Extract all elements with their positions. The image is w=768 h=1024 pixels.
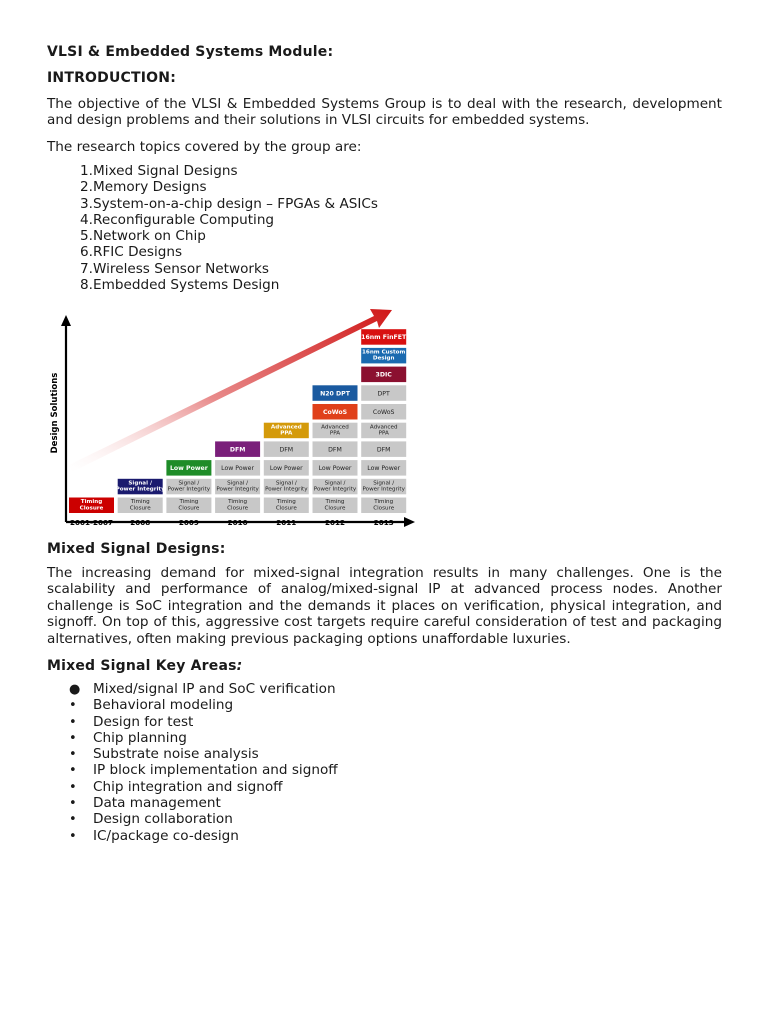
- list-item: [47, 762, 338, 778]
- bullet: •: [69, 714, 77, 730]
- list-item: [47, 277, 378, 293]
- list-number: 5.: [80, 228, 93, 245]
- block-label: DFM: [328, 446, 342, 454]
- block-label: Timing Closure: [275, 499, 297, 512]
- bullet: •: [69, 779, 77, 795]
- list-item: [47, 196, 378, 212]
- bullet: •: [69, 812, 77, 828]
- block-label: Advanced PPA: [321, 424, 349, 437]
- list-item-text: Chip integration and signoff: [93, 778, 283, 795]
- list-item-text: Embedded Systems Design: [93, 277, 280, 294]
- list-item-text: IP block implementation and signoff: [93, 762, 338, 779]
- list-item-text: Chip planning: [93, 729, 187, 746]
- list-item: [47, 779, 338, 795]
- bullet: •: [69, 828, 77, 844]
- list-item: [47, 746, 338, 762]
- list-item: [47, 811, 338, 827]
- block-label: Signal / Power Integrity: [115, 480, 165, 493]
- bullet: •: [69, 730, 77, 746]
- y-axis-arrowhead: [61, 315, 71, 326]
- bullet: ●: [69, 682, 81, 697]
- list-number: 3.: [80, 195, 93, 212]
- block-label: Timing Closure: [373, 499, 395, 512]
- design-solutions-chart: [47, 300, 427, 532]
- intro-heading: INTRODUCTION:: [47, 70, 176, 86]
- list-number: 1.: [80, 163, 93, 179]
- list-item-text: Memory Designs: [93, 179, 207, 196]
- intro-paragraph: The objective of the VLSI & Embedded Systems Group is to deal with the research, development and design problems and their solutions in VLSI circuits for embedded systems.: [47, 96, 722, 129]
- key-areas-list: [47, 681, 338, 844]
- list-item-text: Mixed Signal Designs: [93, 163, 238, 179]
- list-item-text: RFIC Designs: [93, 244, 183, 261]
- block-label: CoWoS: [372, 408, 395, 416]
- block-label: Signal / Power Integrity: [167, 480, 211, 493]
- block-label: Signal / Power Integrity: [216, 480, 259, 493]
- bullet: •: [69, 747, 77, 763]
- list-item: [47, 714, 338, 730]
- bullet: •: [69, 763, 77, 779]
- block-label: Signal / Power Integrity: [313, 480, 357, 493]
- list-item: [47, 244, 378, 260]
- block-label: Low Power: [367, 465, 401, 473]
- block-label: DFM: [376, 446, 391, 454]
- block-label: Timing Closure: [129, 499, 151, 512]
- list-item-text: Network on Chip: [93, 228, 206, 245]
- list-item: [47, 212, 378, 228]
- block-label: N20 DPT: [320, 390, 350, 398]
- list-number: 8.: [80, 277, 93, 294]
- block-label: Advanced PPA: [369, 424, 398, 437]
- block-label: DFM: [279, 446, 294, 454]
- x-axis-arrowhead: [404, 517, 415, 527]
- x-tick-label: 2009: [178, 518, 199, 527]
- block-label: Signal / Power Integrity: [265, 480, 308, 493]
- list-item: [47, 730, 338, 746]
- block-label: 16nm FinFET: [361, 334, 407, 342]
- list-item-text: Data management: [93, 795, 221, 812]
- block-label: DPT: [377, 390, 390, 398]
- key-areas-colon: :: [236, 658, 243, 674]
- list-item-text: Mixed/signal IP and SoC verification: [93, 681, 336, 697]
- block-label: CoWoS: [322, 408, 348, 416]
- block-label: DFM: [229, 446, 246, 454]
- list-item-text: Design collaboration: [93, 811, 233, 828]
- key-areas-heading: [47, 658, 242, 674]
- list-item: [47, 828, 338, 844]
- list-item-text: Reconfigurable Computing: [93, 211, 275, 228]
- x-tick-label: 2001-2007: [70, 518, 113, 527]
- list-item: [47, 163, 378, 179]
- block-label: Timing Closure: [227, 499, 249, 512]
- list-item-text: Behavioral modeling: [93, 697, 234, 714]
- list-item-text: System-on-a-chip design – FPGAs & ASICs: [93, 195, 378, 212]
- list-item: [47, 697, 338, 713]
- list-number: 6.: [80, 244, 93, 261]
- y-axis-label: Design Solutions: [50, 372, 60, 454]
- x-tick-label: 2010: [227, 518, 248, 527]
- block-label: Low Power: [269, 465, 303, 473]
- block-label: Timing Closure: [178, 499, 200, 512]
- x-tick-label: 2011: [276, 518, 297, 527]
- x-tick-label: 2008: [130, 518, 151, 527]
- block-label: Signal / Power Integrity: [362, 480, 405, 493]
- block-label: 3DIC: [375, 371, 392, 379]
- chart-blocks: [69, 329, 407, 513]
- block-label: 16nm Custom Design: [362, 349, 406, 362]
- block-label: Advanced PPA: [270, 424, 302, 437]
- block-label: Low Power: [221, 465, 255, 473]
- list-item-text: Wireless Sensor Networks: [93, 260, 269, 277]
- mixed-signal-paragraph: The increasing demand for mixed-signal integration results in many challenges. One is the scalability and performance of analog/mixed-signal IP at advanced process nodes. Another challenge is SoC integration and the demands it places on verification, physical integration, and signoff. On top of this, aggressive cost targets require careful consideration of test and packaging alternatives, often making previous packaging options unaffordable luxuries.: [47, 565, 722, 647]
- list-number: 2.: [80, 179, 93, 196]
- list-number: 4.: [80, 211, 93, 228]
- block-label: Low Power: [318, 465, 352, 473]
- list-number: 7.: [80, 260, 93, 277]
- list-item: [47, 179, 378, 195]
- list-item-text: Substrate noise analysis: [93, 746, 259, 763]
- list-item: [47, 261, 378, 277]
- x-tick-label: 2012: [324, 518, 346, 527]
- block-label: Timing Closure: [324, 499, 346, 512]
- block-label: Low Power: [169, 465, 208, 473]
- bullet: •: [69, 698, 77, 714]
- module-title: VLSI & Embedded Systems Module:: [47, 44, 334, 60]
- bullet: •: [69, 796, 77, 812]
- list-item-text: IC/package co-design: [93, 827, 239, 844]
- list-item: [47, 228, 378, 244]
- list-item: [47, 681, 338, 697]
- key-areas-heading-text: Mixed Signal Key Areas: [47, 658, 237, 674]
- topics-list: [47, 163, 378, 293]
- mixed-signal-heading: Mixed Signal Designs:: [47, 541, 226, 557]
- topics-intro: The research topics covered by the group are:: [47, 139, 362, 155]
- list-item: [47, 795, 338, 811]
- x-tick-label: 2013: [373, 518, 394, 527]
- block-label: Timing Closure: [79, 499, 104, 512]
- list-item-text: Design for test: [93, 713, 194, 730]
